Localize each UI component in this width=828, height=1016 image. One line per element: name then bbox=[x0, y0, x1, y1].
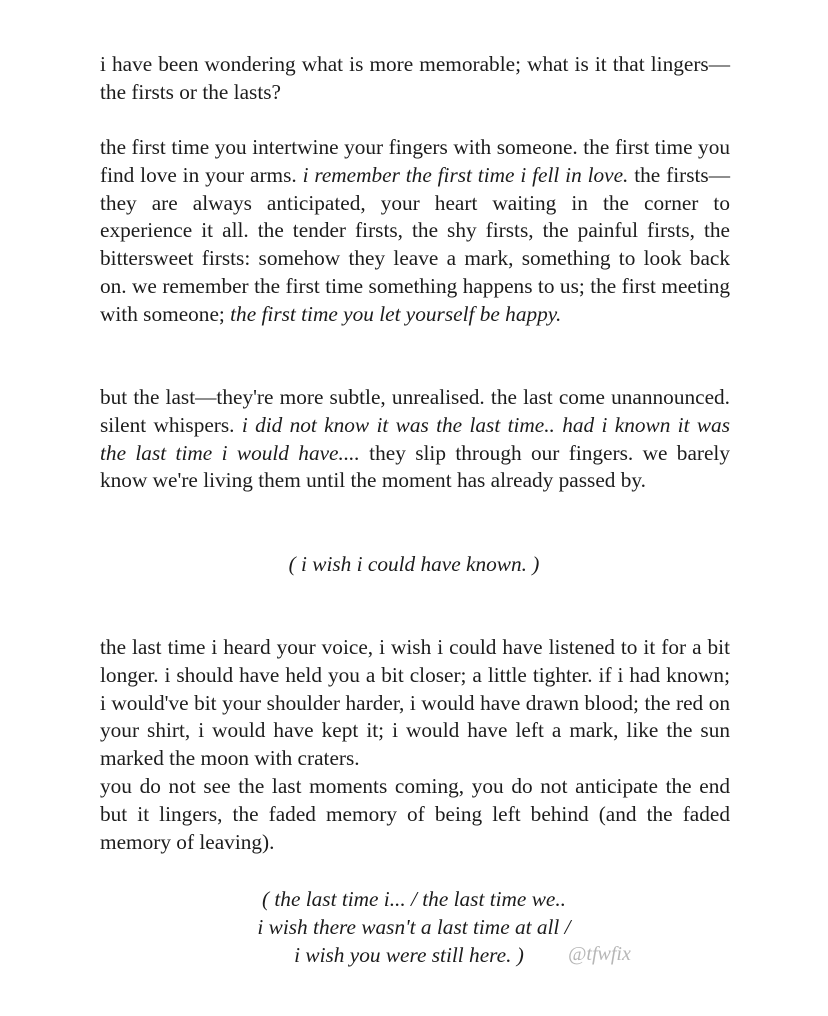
paragraph-1-text: i have been wondering what is more memorable; what is it that lingers—the firsts or the lasts? bbox=[100, 52, 730, 104]
aside-line: ( i wish i could have known. ) bbox=[288, 552, 540, 576]
paragraph-2-italic-b: i remember the first time i fell in love. bbox=[302, 162, 629, 187]
paragraph-2-text-c: the firsts—they are always anticipated, your heart waiting in the corner to experience it all. the tender firsts, the shy firsts, the painful firsts, the bittersweet firsts: somehow they leave a mark, something to look back on. we remember the first time something happens to us; the first meeting with someone; bbox=[100, 162, 730, 326]
closing-line-3: i wish you were still here. ) bbox=[294, 942, 524, 967]
paragraph-4 bbox=[100, 634, 730, 773]
paragraph-3-text-a: but the last—they're more subtle, unrealised. the last come unannounced. silent whispers. bbox=[100, 385, 730, 437]
closing-line-1: ( the last time i... / the last time we.. bbox=[261, 887, 567, 911]
paragraph-4-text: the last time i heard your voice, i wish i could have listened to it for a bit longer. i should have held you a bit closer; a little tighter. if i had known; i would've bit your shoulder harder, i would have drawn blood; the red on your shirt, i would have kept it; i would have left a mark, like the sun marked the moon with craters. bbox=[100, 635, 730, 771]
paragraph-1 bbox=[100, 51, 730, 107]
paragraph-2-italic-d: the first time you let yourself be happy. bbox=[230, 301, 562, 326]
paragraph-2 bbox=[100, 134, 730, 329]
watermark: @tfwfix bbox=[568, 943, 631, 965]
paragraph-5-text: you do not see the last moments coming, you do not anticipate the end but it lingers, the faded memory of being left behind (and the faded memory of leaving). bbox=[100, 774, 730, 854]
closing-line-2: i wish there wasn't a last time at all / bbox=[257, 914, 571, 939]
paragraph-2-text-a: the first time you intertwine your fingers with someone. the first time you find love in your arms. bbox=[100, 135, 730, 187]
paragraph-3-italic-b: i did not know it was the last time.. had i known it was the last time i would have.... bbox=[100, 412, 730, 465]
paragraph-3-text-c: they slip through our fingers. we barely know we're living them until the moment has already passed by. bbox=[100, 440, 731, 493]
paragraph-5 bbox=[100, 773, 730, 856]
closing-stanza bbox=[0, 886, 828, 969]
paragraph-3 bbox=[100, 384, 730, 495]
